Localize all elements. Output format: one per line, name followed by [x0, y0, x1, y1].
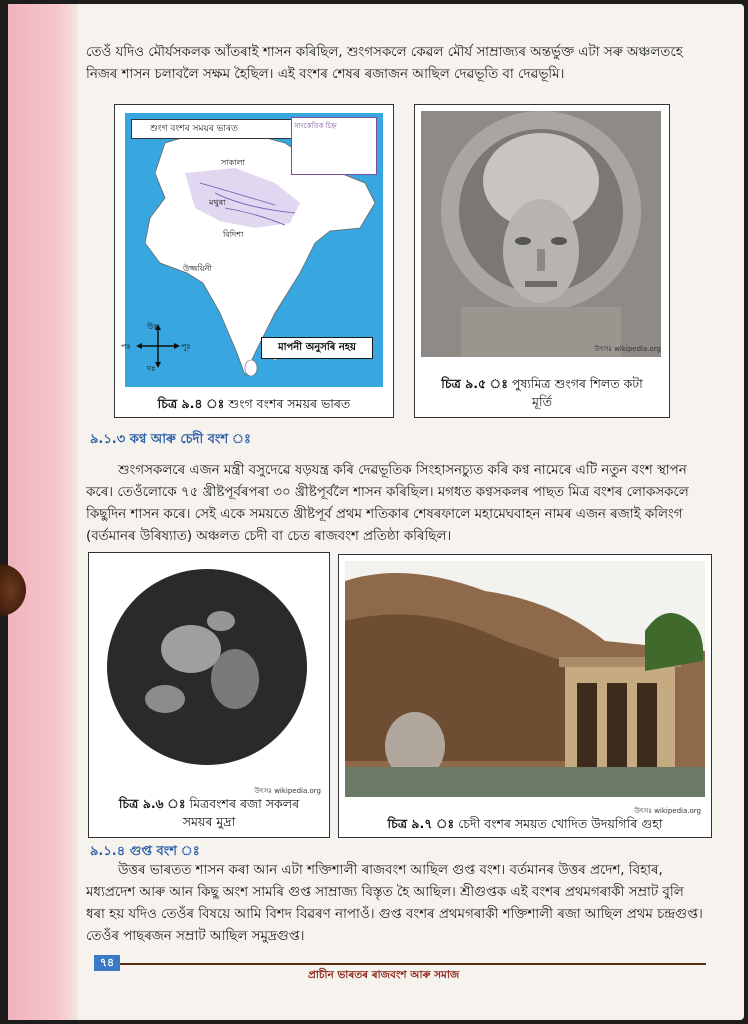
- caption-label: চিত্ৰ ৯.৫ ঃ: [441, 376, 508, 391]
- caption-label: চিত্ৰ ৯.৭ ঃ: [387, 816, 455, 831]
- map-title-box: শুংগ বংশৰ সময়ৰ ভাৰত: [131, 119, 301, 139]
- page-margin-strip: [8, 4, 78, 1020]
- figure-9-4: [114, 104, 394, 418]
- page-number-badge: ৭৪: [94, 955, 120, 971]
- footer-book-title: প্ৰাচীন ভাৰতৰ ৰাজবংশ আৰু সমাজ: [308, 969, 460, 981]
- compass-arrows-icon: [135, 323, 181, 369]
- map-legend-title: সাংকেতিক চিহ্ন: [294, 122, 337, 130]
- figure-9-5: [414, 104, 670, 418]
- figure-9-6-source: উৎসঃ wikipedia.org: [254, 787, 321, 795]
- caption-text: পুষ্যমিত্ৰ শুংগৰ শিলত কটা মূৰ্তি: [511, 376, 643, 409]
- figure-9-4-caption: [115, 395, 393, 413]
- figure-9-7-source: উৎসঃ wikipedia.org: [634, 807, 701, 815]
- compass-rose: [121, 322, 191, 373]
- textbook-page: [8, 4, 744, 1020]
- figure-9-6-caption: [89, 795, 329, 831]
- section-9-1-3-paragraph: শুংগসকলৰে এজন মন্ত্ৰী বসুদেৱে ষড়যন্ত্ৰ কৰি দেৱভূতিক সিংহাসনচ্যুত কৰি কণ্ব নামেৰে এটি নতুন বংশ স্থাপন কৰে। তেওঁলোকে ৭৫ খ্ৰীষ্টপূৰ্বৰপৰা ৩০ খ্ৰীষ্টপূৰ্বলৈ শাসন কৰিছিল। মগধত কণ্বসকলৰ পাছত মিত্ৰ বংশৰ লোকসকলে কিছুদিন শাসন কৰে। সেই একে সময়তে খ্ৰীষ্টপূৰ্ব প্ৰথম শতিকাৰ শেষৰফালে মহামেঘবাহন নামৰ এজন ৰজাই কলিংগ (বৰ্তমানৰ উৰিষ্যাত) অঞ্চলত চেদী বা চেত ৰাজবংশ প্ৰতিষ্ঠা কৰিছিল।: [86, 463, 689, 544]
- pushyamitra-sculpture-image: [421, 111, 661, 357]
- india-map: [121, 113, 383, 387]
- caption-text: চেদী বংশৰ সময়ত খোদিত উদয়গিৰি গুহা: [458, 816, 663, 831]
- map-scale-note: মাপনী অনুসৰি নহয়: [261, 337, 373, 359]
- caption-text: শুংগ বংশৰ সময়ৰ ভাৰত: [228, 396, 351, 411]
- figure-9-5-source: উৎসঃ wikipedia.org: [594, 345, 661, 353]
- compass-west: পঃ: [121, 342, 131, 351]
- place-sakala: সাকালা: [221, 158, 245, 167]
- intro-paragraph: তেওঁ যদিও মৌৰ্যসকলক আঁতৰাই শাসন কৰিছিল, শুংগসকলে কেৱল মৌৰ্য সাম্ৰাজ্যৰ অন্তৰ্ভুক্ত এটা সৰু অঞ্চলতহে নিজৰ শাসন চলাবলৈ সক্ষম হৈছিল। এই বংশৰ শেষৰ ৰজাজন আছিল দেৱভূতি বা দেৱভূমি।: [86, 45, 683, 82]
- section-9-1-3-heading: ৯.১.৩ কণ্ব আৰু চেদী বংশ ঃ: [90, 432, 251, 447]
- section-9-1-4-paragraph: উত্তৰ ভাৰতত শাসন কৰা আন এটা শক্তিশালী ৰাজবংশ আছিল গুপ্ত বংশ। বৰ্তমানৰ উত্তৰ প্ৰদেশ, বিহাৰ, মধ্যপ্ৰদেশ আৰু আন কিছু অংশ সামৰি গুপ্ত সাম্ৰাজ্য বিস্তৃত হৈ আছিল। শ্ৰীগুপ্তক এই বংশৰ প্ৰথমগৰাকী সম্ৰাট বুলি ধৰা হয় যদিও তেওঁৰ বিষয়ে আমি বিশদ বিৱৰণ নাপাওঁ। গুপ্ত বংশৰ প্ৰথমগৰাকী শক্তিশালী ৰজা আছিল প্ৰথম চন্দ্ৰগুপ্ত। তেওঁৰ পাছৰজন সম্ৰাট আছিল সমুদ্ৰগুপ্ত।: [86, 863, 703, 944]
- compass-north: উঃ: [147, 322, 158, 331]
- section-9-1-4-heading: ৯.১.৪ গুপ্ত বংশ ঃ: [90, 844, 200, 859]
- caption-text: মিত্ৰবংশৰ ৰজা সকলৰ সময়ৰ মুদ্ৰা: [182, 796, 300, 829]
- mitra-coin-image: [95, 559, 323, 779]
- place-mathura: মথুৰা: [209, 198, 226, 207]
- figure-9-7-caption: [339, 815, 711, 833]
- place-ujjayini: উজ্জয়িনী: [183, 264, 212, 273]
- compass-south: দঃ: [147, 364, 156, 373]
- footer-divider: [120, 963, 706, 965]
- caption-label: চিত্ৰ ৯.৪ ঃ: [157, 396, 225, 411]
- caption-label: চিত্ৰ ৯.৬ ঃ: [118, 796, 186, 811]
- figure-9-6: [88, 552, 330, 838]
- map-legend: [291, 117, 377, 175]
- place-vidisha: বিদিশা: [223, 230, 244, 239]
- figure-9-7: [338, 554, 712, 838]
- udayagiri-cave-image: [345, 561, 705, 797]
- compass-east: পূঃ: [181, 342, 191, 351]
- figure-9-5-caption: [415, 375, 669, 411]
